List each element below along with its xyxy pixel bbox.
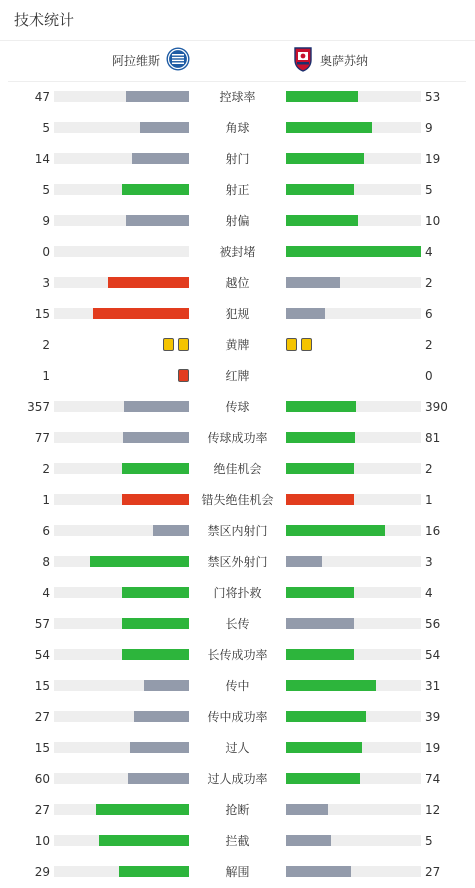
- away-value: 5: [425, 183, 433, 197]
- home-bar-fill: [90, 556, 189, 567]
- away-bar-track: [286, 804, 421, 815]
- away-value: 5: [425, 834, 433, 848]
- away-bar-track: [286, 680, 421, 691]
- away-team[interactable]: [292, 48, 368, 74]
- away-value: 2: [425, 276, 433, 290]
- away-bar-fill: [286, 711, 366, 722]
- away-bar-track: [286, 184, 421, 195]
- away-bar-fill: [286, 153, 364, 164]
- home-bar-track: [54, 742, 189, 753]
- stat-row-cross-accuracy: [0, 702, 475, 733]
- stat-label: 过人: [225, 741, 250, 755]
- stat-label: 长传: [225, 617, 250, 631]
- away-bar-track: [286, 401, 421, 412]
- stat-label: 被封堵: [219, 245, 256, 259]
- home-bar-fill: [122, 494, 190, 505]
- away-bar-fill: [286, 618, 354, 629]
- away-bar-fill: [286, 91, 358, 102]
- away-value: 31: [425, 679, 441, 693]
- stat-label: 控球率: [219, 90, 256, 104]
- stat-row-pass-accuracy: [0, 423, 475, 454]
- away-bar-track: [286, 432, 421, 443]
- stat-label: 红牌: [225, 369, 250, 383]
- teams-header: [8, 41, 466, 82]
- away-bar-track: [286, 773, 421, 784]
- stat-row-interceptions: [0, 826, 475, 857]
- home-value: 10: [34, 834, 50, 848]
- home-value: 1: [42, 493, 50, 507]
- away-value: 19: [425, 741, 441, 755]
- away-value: 1: [425, 493, 433, 507]
- home-bar-track: [54, 804, 189, 815]
- away-value: 10: [425, 214, 441, 228]
- home-value: 29: [34, 865, 50, 879]
- away-bar-fill: [286, 401, 356, 412]
- home-bar-fill: [122, 463, 190, 474]
- home-value: 4: [42, 586, 50, 600]
- away-value: 16: [425, 524, 441, 538]
- away-value: 9: [425, 121, 433, 135]
- home-value: 8: [42, 555, 50, 569]
- stat-row-red-cards: [0, 361, 475, 392]
- home-bar-track: [54, 866, 189, 877]
- stat-label: 黄牌: [225, 338, 250, 352]
- stat-label: 长传成功率: [207, 648, 268, 662]
- stat-label: 犯规: [225, 307, 250, 321]
- home-bar-fill: [144, 680, 189, 691]
- home-bar-fill: [122, 618, 190, 629]
- yellow-card-icon: [178, 338, 189, 351]
- away-cards: [286, 338, 312, 351]
- away-value: 3: [425, 555, 433, 569]
- home-bar-fill: [126, 91, 189, 102]
- away-value: 12: [425, 803, 441, 817]
- home-cards: [163, 338, 189, 351]
- home-value: 6: [42, 524, 50, 538]
- away-bar-fill: [286, 277, 340, 288]
- home-value: 5: [42, 183, 50, 197]
- stat-label: 绝佳机会: [213, 462, 262, 476]
- home-bar-track: [54, 649, 189, 660]
- home-value: 0: [42, 245, 50, 259]
- stat-label: 抢断: [225, 803, 250, 817]
- away-bar-track: [286, 494, 421, 505]
- home-bar-fill: [122, 649, 190, 660]
- away-value: 4: [425, 586, 433, 600]
- home-value: 47: [34, 90, 50, 104]
- stat-label: 禁区内射门: [207, 524, 268, 538]
- stat-label: 传中: [225, 679, 250, 693]
- stat-row-fouls: [0, 299, 475, 330]
- away-bar-fill: [286, 587, 354, 598]
- away-bar-track: [286, 556, 421, 567]
- stat-label: 传球: [225, 400, 250, 414]
- home-bar-track: [54, 556, 189, 567]
- away-bar-track: [286, 246, 421, 257]
- away-value: 4: [425, 245, 433, 259]
- home-bar-track: [54, 432, 189, 443]
- home-value: 15: [34, 679, 50, 693]
- home-bar-track: [54, 711, 189, 722]
- away-bar-track: [286, 91, 421, 102]
- home-value: 60: [34, 772, 50, 786]
- stat-label: 角球: [225, 121, 250, 135]
- home-bar-track: [54, 246, 189, 257]
- home-bar-track: [54, 773, 189, 784]
- away-bar-track: [286, 618, 421, 629]
- home-value: 77: [34, 431, 50, 445]
- away-bar-fill: [286, 432, 355, 443]
- stat-row-shots: [0, 144, 475, 175]
- home-value: 14: [34, 152, 50, 166]
- home-bar-fill: [124, 401, 189, 412]
- away-value: 390: [425, 400, 448, 414]
- away-bar-fill: [286, 804, 328, 815]
- red-card-icon: [178, 369, 189, 382]
- stat-label: 越位: [225, 276, 250, 290]
- away-value: 39: [425, 710, 441, 724]
- home-team[interactable]: [112, 48, 190, 74]
- stat-row-clearances: [0, 857, 475, 888]
- stat-label: 传中成功率: [207, 710, 268, 724]
- stat-label: 射正: [225, 183, 250, 197]
- away-bar-track: [286, 742, 421, 753]
- yellow-card-icon: [301, 338, 312, 351]
- away-value: 19: [425, 152, 441, 166]
- stat-label: 拦截: [225, 834, 250, 848]
- home-value: 2: [42, 462, 50, 476]
- stat-row-shots-blocked: [0, 237, 475, 268]
- away-bar-track: [286, 308, 421, 319]
- home-value: 15: [34, 307, 50, 321]
- away-bar-fill: [286, 556, 322, 567]
- away-bar-track: [286, 866, 421, 877]
- away-value: 56: [425, 617, 441, 631]
- away-team-name: 奥萨苏纳: [320, 54, 369, 68]
- stat-label: 过人成功率: [207, 772, 268, 786]
- stat-label: 错失绝佳机会: [201, 493, 274, 507]
- home-bar-track: [54, 618, 189, 629]
- home-bar-fill: [126, 215, 189, 226]
- stat-row-long-ball-accuracy: [0, 640, 475, 671]
- stat-row-big-chances-missed: [0, 485, 475, 516]
- home-value: 54: [34, 648, 50, 662]
- home-value: 27: [34, 803, 50, 817]
- away-bar-track: [286, 835, 421, 846]
- stat-row-dribble-success: [0, 764, 475, 795]
- home-bar-fill: [123, 432, 189, 443]
- stat-label: 解围: [225, 865, 250, 879]
- stat-row-shots-inside-box: [0, 516, 475, 547]
- stat-row-possession: [0, 82, 475, 113]
- away-value: 81: [425, 431, 441, 445]
- away-value: 6: [425, 307, 433, 321]
- page-title: 技术统计: [14, 11, 75, 29]
- away-bar-track: [286, 122, 421, 133]
- home-bar-fill: [132, 153, 189, 164]
- home-value: 15: [34, 741, 50, 755]
- away-bar-track: [286, 711, 421, 722]
- stat-label: 射偏: [225, 214, 250, 228]
- home-bar-track: [54, 215, 189, 226]
- yellow-card-icon: [286, 338, 297, 351]
- home-value: 2: [42, 338, 50, 352]
- away-value: 27: [425, 865, 441, 879]
- away-value: 2: [425, 462, 433, 476]
- home-value: 5: [42, 121, 50, 135]
- home-value: 1: [42, 369, 50, 383]
- home-bar-fill: [153, 525, 189, 536]
- stat-row-shots-outside-box: [0, 547, 475, 578]
- stat-row-shots-off-target: [0, 206, 475, 237]
- away-bar-track: [286, 277, 421, 288]
- stat-label: 门将扑救: [213, 586, 262, 600]
- away-bar-fill: [286, 525, 385, 536]
- home-bar-track: [54, 122, 189, 133]
- stat-row-dribbles: [0, 733, 475, 764]
- away-bar-fill: [286, 215, 358, 226]
- away-bar-track: [286, 153, 421, 164]
- away-bar-track: [286, 587, 421, 598]
- away-bar-fill: [286, 122, 372, 133]
- home-bar-fill: [96, 804, 189, 815]
- stat-row-yellow-cards: [0, 330, 475, 361]
- away-bar-track: [286, 525, 421, 536]
- home-bar-track: [54, 587, 189, 598]
- home-value: 9: [42, 214, 50, 228]
- away-value: 54: [425, 648, 441, 662]
- home-bar-track: [54, 308, 189, 319]
- home-bar-fill: [93, 308, 189, 319]
- away-bar-fill: [286, 494, 354, 505]
- home-bar-track: [54, 835, 189, 846]
- home-bar-track: [54, 463, 189, 474]
- stat-row-corners: [0, 113, 475, 144]
- home-bar-track: [54, 277, 189, 288]
- home-bar-track: [54, 494, 189, 505]
- stat-label: 传球成功率: [207, 431, 268, 445]
- away-bar-fill: [286, 866, 351, 877]
- away-bar-track: [286, 649, 421, 660]
- away-bar-track: [286, 215, 421, 226]
- home-bar-fill: [122, 184, 190, 195]
- away-bar-track: [286, 463, 421, 474]
- home-team-logo-icon: [166, 47, 190, 75]
- away-bar-fill: [286, 184, 354, 195]
- away-bar-fill: [286, 835, 331, 846]
- home-bar-fill: [140, 122, 189, 133]
- yellow-card-icon: [163, 338, 174, 351]
- stat-row-goalkeeper-saves: [0, 578, 475, 609]
- away-value: 74: [425, 772, 441, 786]
- away-value: 0: [425, 369, 433, 383]
- away-bar-fill: [286, 773, 360, 784]
- home-value: 57: [34, 617, 50, 631]
- away-bar-fill: [286, 308, 325, 319]
- stat-label: 禁区外射门: [207, 555, 268, 569]
- stat-row-tackles: [0, 795, 475, 826]
- away-bar-fill: [286, 649, 354, 660]
- home-bar-track: [54, 91, 189, 102]
- away-bar-fill: [286, 463, 354, 474]
- away-bar-fill: [286, 680, 376, 691]
- home-cards: [178, 369, 189, 382]
- stat-row-shots-on-target: [0, 175, 475, 206]
- home-bar-track: [54, 184, 189, 195]
- home-bar-fill: [122, 587, 190, 598]
- away-value: 53: [425, 90, 441, 104]
- home-bar-track: [54, 153, 189, 164]
- home-value: 357: [27, 400, 50, 414]
- home-bar-fill: [130, 742, 189, 753]
- away-team-logo-icon: [292, 46, 314, 76]
- home-bar-track: [54, 525, 189, 536]
- stat-row-crosses: [0, 671, 475, 702]
- home-value: 3: [42, 276, 50, 290]
- stat-row-long-balls: [0, 609, 475, 640]
- away-bar-fill: [286, 742, 362, 753]
- stat-row-passes: [0, 392, 475, 423]
- stats-list: [0, 82, 475, 888]
- home-bar-fill: [108, 277, 189, 288]
- stat-label: 射门: [225, 152, 250, 166]
- home-team-name: 阿拉维斯: [111, 54, 160, 68]
- home-bar-track: [54, 680, 189, 691]
- stats-header: [0, 0, 475, 41]
- home-bar-fill: [99, 835, 189, 846]
- home-bar-fill: [119, 866, 189, 877]
- home-bar-track: [54, 401, 189, 412]
- home-bar-fill: [134, 711, 189, 722]
- home-value: 27: [34, 710, 50, 724]
- stat-row-big-chances: [0, 454, 475, 485]
- away-value: 2: [425, 338, 433, 352]
- away-bar-fill: [286, 246, 421, 257]
- stat-row-offsides: [0, 268, 475, 299]
- home-bar-fill: [128, 773, 189, 784]
